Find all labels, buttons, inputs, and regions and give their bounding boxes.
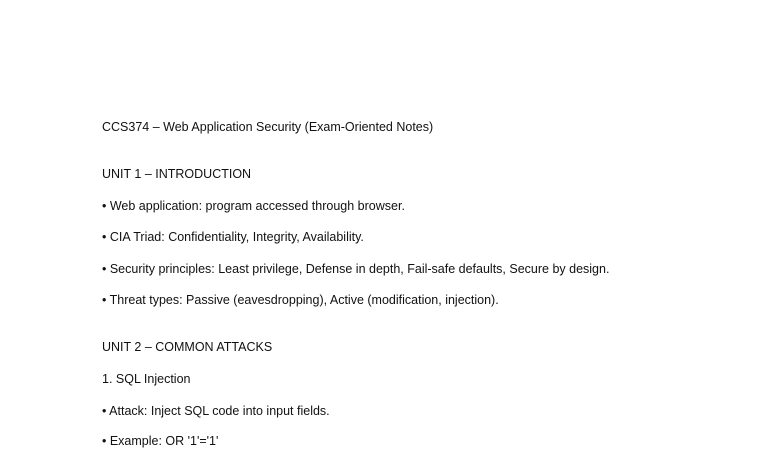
unit2-heading: UNIT 2 – COMMON ATTACKS (102, 340, 273, 354)
unit1-heading: UNIT 1 – INTRODUCTION (102, 167, 252, 181)
unit2-point-attack: • Attack: Inject SQL code into input fields. (102, 404, 330, 418)
unit1-point-threat-types: • Threat types: Passive (eavesdropping), Active (modification, injection). (102, 293, 499, 307)
unit2-subheading-sql-injection: 1. SQL Injection (102, 372, 191, 386)
unit2-point-example: • Example: OR '1'='1' (102, 434, 219, 448)
unit1-point-cia-triad: • CIA Triad: Confidentiality, Integrity, Availability. (102, 230, 364, 244)
document-title: CCS374 – Web Application Security (Exam-Oriented Notes) (102, 120, 434, 134)
unit1-point-security-principles: • Security principles: Least privilege, Defense in depth, Fail-safe defaults, Secure by design. (102, 262, 610, 276)
unit1-point-web-application: • Web application: program accessed through browser. (102, 199, 405, 213)
